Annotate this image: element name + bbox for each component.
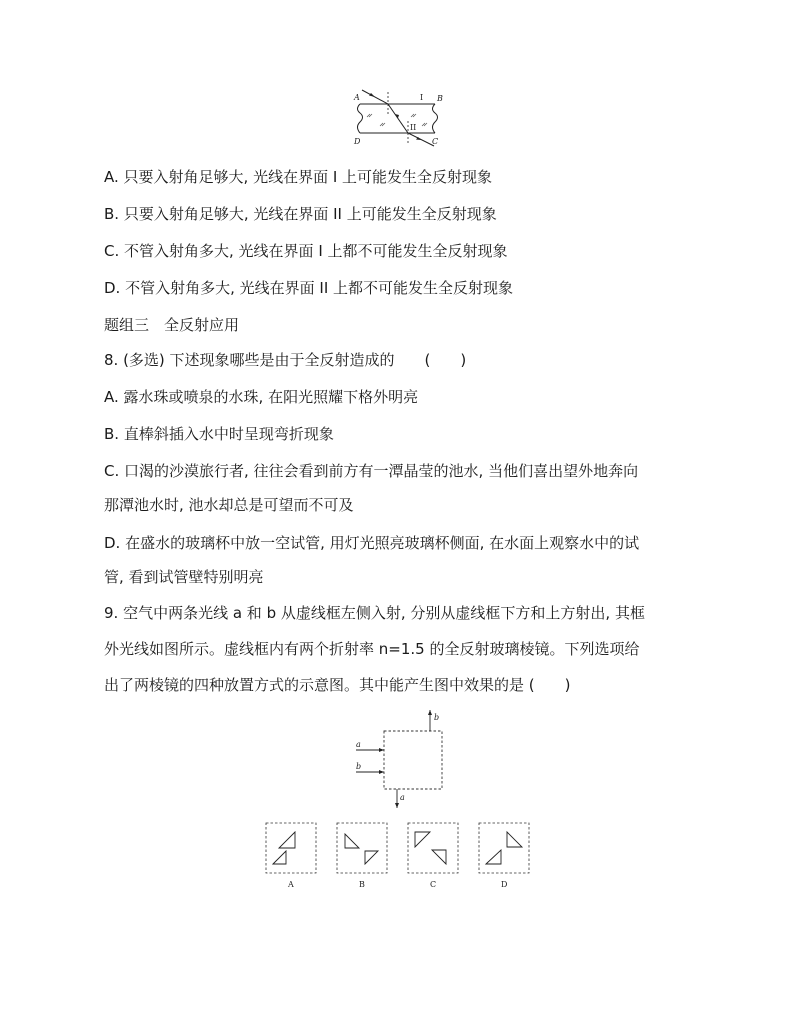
option-a-prism-2 bbox=[273, 851, 286, 864]
q8-option-c-line2: 那潭池水时, 池水却总是可望而不可及 bbox=[104, 496, 354, 514]
section-title: 题组三 全反射应用 bbox=[104, 316, 240, 334]
label-interface-I: I bbox=[420, 93, 424, 102]
q7-option-a: A. 只要入射角足够大, 光线在界面 I 上可能发生全反射现象 bbox=[104, 168, 493, 186]
option-d-prism-1 bbox=[507, 832, 522, 847]
prism-options-diagram bbox=[262, 820, 532, 892]
q8-option-c-line1: C. 口渴的沙漠旅行者, 往往会看到前方有一潭晶莹的池水, 当他们喜出望外地奔向 bbox=[104, 462, 639, 480]
dashed-box-ray-diagram bbox=[350, 708, 450, 810]
q9-line3: 出了两棱镜的四种放置方式的示意图。其中能产生图中效果的是 ( ) bbox=[104, 676, 571, 694]
option-c-prism-1 bbox=[415, 832, 430, 847]
q7-option-c: C. 不管入射角多大, 光线在界面 I 上都不可能发生全反射现象 bbox=[104, 242, 508, 260]
q8-option-d-line1: D. 在盛水的玻璃杯中放一空试管, 用灯光照亮玻璃杯侧面, 在水面上观察水中的试 bbox=[104, 534, 640, 552]
q8-stem: 8. (多选) 下述现象哪些是由于全反射造成的 ( ) bbox=[104, 351, 467, 369]
option-b-caption: B bbox=[359, 880, 365, 889]
ray-b-in-label: b bbox=[356, 762, 362, 771]
q8-option-d-line2: 管, 看到试管壁特别明亮 bbox=[104, 568, 264, 586]
label-B: B bbox=[437, 94, 443, 103]
q8-option-a: A. 露水珠或喷泉的水珠, 在阳光照耀下格外明亮 bbox=[104, 388, 419, 406]
q7-option-b: B. 只要入射角足够大, 光线在界面 II 上可能发生全反射现象 bbox=[104, 205, 497, 223]
ray-a-in-label: a bbox=[356, 740, 361, 749]
label-C: C bbox=[432, 137, 439, 146]
option-a-caption: A bbox=[288, 880, 294, 889]
option-b-prism-2 bbox=[365, 851, 378, 864]
label-D: D bbox=[354, 137, 361, 146]
option-a-prism-1 bbox=[279, 832, 295, 848]
ray-a-out-label: a bbox=[400, 793, 405, 802]
option-d-prism-2 bbox=[486, 850, 501, 864]
label-A: A bbox=[354, 93, 360, 102]
label-interface-II: II bbox=[410, 123, 417, 132]
slab-refraction-diagram bbox=[340, 86, 450, 148]
q8-option-b: B. 直棒斜插入水中时呈现弯折现象 bbox=[104, 425, 334, 443]
option-c-caption: C bbox=[430, 880, 437, 889]
ray-b-out-label: b bbox=[434, 713, 440, 722]
option-d-caption: D bbox=[501, 880, 508, 889]
q9-line1: 9. 空气中两条光线 a 和 b 从虚线框左侧入射, 分别从虚线框下方和上方射出, 其框 bbox=[104, 604, 645, 622]
option-c-prism-2 bbox=[432, 850, 446, 864]
q7-option-d: D. 不管入射角多大, 光线在界面 II 上都不可能发生全反射现象 bbox=[104, 279, 514, 297]
q9-line2: 外光线如图所示。虚线框内有两个折射率 n=1.5 的全反射玻璃棱镜。下列选项给 bbox=[104, 640, 640, 658]
option-b-prism-1 bbox=[345, 834, 359, 848]
